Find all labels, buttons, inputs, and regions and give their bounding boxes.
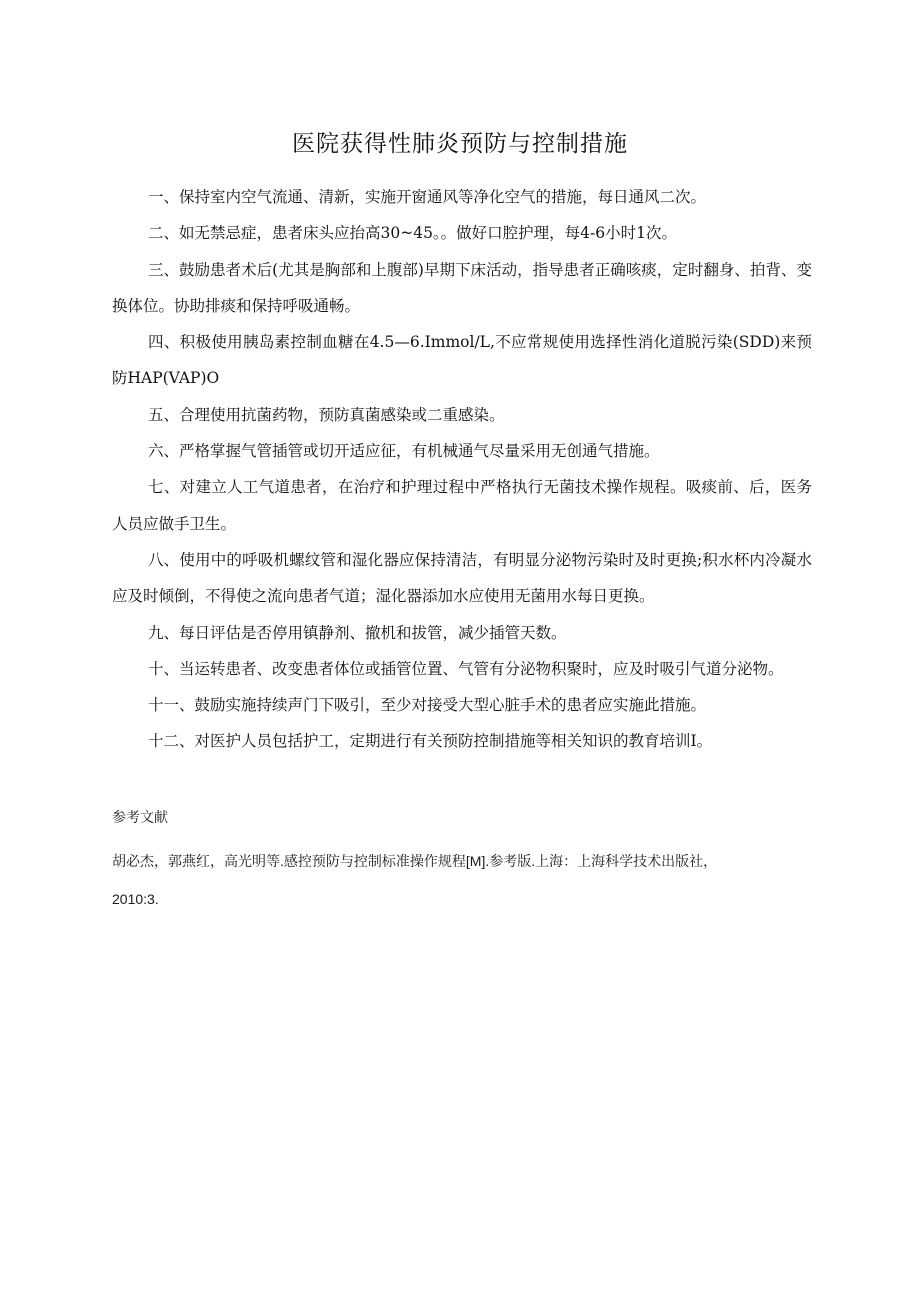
measure-paragraph-5: 五、合理使用抗菌药物，预防真菌感染或二重感染。 xyxy=(148,405,505,424)
references-section xyxy=(112,804,812,918)
measure-paragraph-9: 九、每日评估是否停用镇静剂、撤机和拔管，减少插管天数。 xyxy=(148,623,567,642)
measure-paragraph-2: 二、如无禁忌症，患者床头应抬高30~45。。做好口腔护理，每4-6小时1次。 xyxy=(148,224,678,243)
measure-paragraph-1: 一、保持室内空气流通、清新，实施开窗通风等净化空气的措施，每日通风二次。 xyxy=(148,188,707,206)
measure-paragraph-4: 四、积极使用胰岛素控制血糖在4.5—6.Immol/L,不应常规使用选择性消化道脱污染(SDD)来预防HAP(VAP)O xyxy=(112,333,812,388)
measure-paragraph-3: 三、鼓励患者术后(尤其是胸部和上腹部)早期下床活动，指导患者正确咳痰，定时翻身、拍背、变换体位。协助排痰和保持呼吸通畅。 xyxy=(112,260,812,315)
measure-paragraph-7: 七、对建立人工气道患者，在治疗和护理过程中严格执行无菌技术操作规程。吸痰前、后，医务人员应做手卫生。 xyxy=(112,478,812,533)
references-heading: 参考文献 xyxy=(112,809,168,825)
measure-paragraph-6: 六、严格掌握气管插管或切开适应征，有机械通气尽量采用无创通气措施。 xyxy=(148,442,660,461)
document-title: 医院获得性肺炎预防与控制措施 xyxy=(292,131,628,157)
reference-line-2: 2010:3. xyxy=(112,891,159,907)
measure-paragraph-12: 十二、对医护人员包括护工，定期进行有关预防控制措施等相关知识的教育培训I。 xyxy=(148,732,713,751)
measure-paragraph-8: 八、使用中的呼吸机螺纹管和湿化器应保持清洁，有明显分泌物污染时及时更换;积水杯内冷凝水应及时倾倒，不得使之流向患者气道；湿化器添加水应使用无菌用水每日更换。 xyxy=(112,550,812,606)
reference-line-1: 胡必杰，郭燕红，高光明等.感控预防与控制标准操作规程[M].参考版.上海：上海科学技术出版社， xyxy=(112,853,718,869)
measure-paragraph-10: 十、当运转患者、改变患者体位或插管位置、气管有分泌物积聚时，应及时吸引气道分泌物。 xyxy=(148,659,784,678)
document-body xyxy=(112,179,812,760)
measure-paragraph-11: 十一、鼓励实施持续声门下吸引，至少对接受大型心脏手术的患者应实施此措施。 xyxy=(148,696,707,715)
